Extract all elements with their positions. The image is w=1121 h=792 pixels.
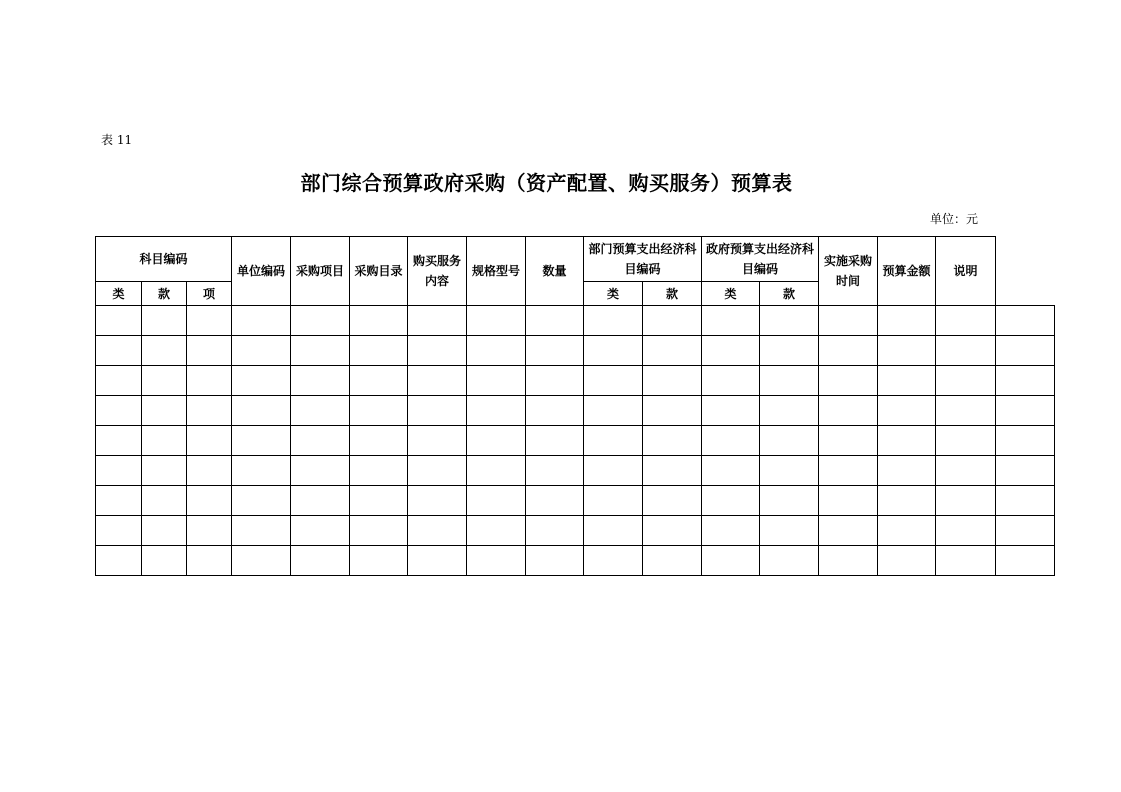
table-cell[interactable] xyxy=(878,426,936,456)
table-cell[interactable] xyxy=(142,456,187,486)
table-cell[interactable] xyxy=(96,336,142,366)
header-dept-lei: 类 xyxy=(584,282,643,306)
table-cell[interactable] xyxy=(819,366,878,396)
table-cell[interactable] xyxy=(291,516,350,546)
table-cell[interactable] xyxy=(819,306,878,336)
table-cell[interactable] xyxy=(819,516,878,546)
table-cell[interactable] xyxy=(232,486,291,516)
table-cell[interactable] xyxy=(526,336,584,366)
table-cell[interactable] xyxy=(187,456,232,486)
table-cell[interactable] xyxy=(142,366,187,396)
table-cell[interactable] xyxy=(702,306,760,336)
table-cell[interactable] xyxy=(996,396,1055,426)
table-cell[interactable] xyxy=(996,306,1055,336)
table-row xyxy=(96,366,1055,396)
table-cell[interactable] xyxy=(467,306,526,336)
header-subject-code: 科目编码 xyxy=(96,237,232,282)
table-cell[interactable] xyxy=(467,426,526,456)
table-row xyxy=(96,546,1055,576)
table-cell[interactable] xyxy=(291,486,350,516)
table-cell[interactable] xyxy=(526,546,584,576)
table-cell[interactable] xyxy=(819,486,878,516)
table-cell[interactable] xyxy=(643,486,702,516)
table-cell[interactable] xyxy=(187,396,232,426)
table-cell[interactable] xyxy=(467,396,526,426)
table-cell[interactable] xyxy=(187,306,232,336)
unit-label: 单位：元 xyxy=(930,212,979,226)
table-cell[interactable] xyxy=(408,306,467,336)
table-cell[interactable] xyxy=(232,366,291,396)
table-cell[interactable] xyxy=(702,366,760,396)
table-cell[interactable] xyxy=(760,516,819,546)
header-quantity: 数量 xyxy=(526,237,584,306)
table-cell[interactable] xyxy=(526,486,584,516)
table-cell[interactable] xyxy=(878,516,936,546)
table-row xyxy=(96,486,1055,516)
table-cell[interactable] xyxy=(291,426,350,456)
table-cell[interactable] xyxy=(584,486,643,516)
table-cell[interactable] xyxy=(350,426,408,456)
table-cell[interactable] xyxy=(584,306,643,336)
table-cell[interactable] xyxy=(702,546,760,576)
table-cell[interactable] xyxy=(936,426,996,456)
table-cell[interactable] xyxy=(142,306,187,336)
table-cell[interactable] xyxy=(819,336,878,366)
table-cell[interactable] xyxy=(996,486,1055,516)
table-cell[interactable] xyxy=(142,486,187,516)
table-cell[interactable] xyxy=(878,396,936,426)
table-cell[interactable] xyxy=(232,306,291,336)
table-cell[interactable] xyxy=(291,306,350,336)
header-note: 说明 xyxy=(936,237,996,306)
table-cell[interactable] xyxy=(232,456,291,486)
table-cell[interactable] xyxy=(467,546,526,576)
table-cell[interactable] xyxy=(350,546,408,576)
header-gov-lei: 类 xyxy=(702,282,760,306)
table-cell[interactable] xyxy=(760,426,819,456)
table-cell[interactable] xyxy=(584,366,643,396)
table-cell[interactable] xyxy=(187,366,232,396)
table-cell[interactable] xyxy=(996,516,1055,546)
table-cell[interactable] xyxy=(526,516,584,546)
table-cell[interactable] xyxy=(187,516,232,546)
table-cell[interactable] xyxy=(702,486,760,516)
table-cell[interactable] xyxy=(878,546,936,576)
table-cell[interactable] xyxy=(643,306,702,336)
table-cell[interactable] xyxy=(408,546,467,576)
table-cell[interactable] xyxy=(96,546,142,576)
table-row xyxy=(96,396,1055,426)
procurement-budget-table xyxy=(95,236,1055,576)
table-cell[interactable] xyxy=(760,546,819,576)
table-cell[interactable] xyxy=(936,336,996,366)
table-cell[interactable] xyxy=(526,366,584,396)
table-cell[interactable] xyxy=(408,396,467,426)
table-cell[interactable] xyxy=(996,366,1055,396)
table-cell[interactable] xyxy=(526,456,584,486)
table-cell[interactable] xyxy=(760,456,819,486)
table-cell[interactable] xyxy=(643,426,702,456)
table-cell[interactable] xyxy=(142,336,187,366)
table-cell[interactable] xyxy=(467,456,526,486)
table-cell[interactable] xyxy=(702,426,760,456)
header-kuan: 款 xyxy=(142,282,187,306)
header-unit-code: 单位编码 xyxy=(232,237,291,306)
table-cell[interactable] xyxy=(878,306,936,336)
table-cell[interactable] xyxy=(96,396,142,426)
table-cell[interactable] xyxy=(187,486,232,516)
table-cell[interactable] xyxy=(526,426,584,456)
header-dept-econ-code: 部门预算支出经济科目编码 xyxy=(584,237,702,282)
table-cell[interactable] xyxy=(819,396,878,426)
table-cell[interactable] xyxy=(996,456,1055,486)
table-cell[interactable] xyxy=(936,456,996,486)
header-lei: 类 xyxy=(96,282,142,306)
table-cell[interactable] xyxy=(232,336,291,366)
table-cell[interactable] xyxy=(232,396,291,426)
table-cell[interactable] xyxy=(760,336,819,366)
table-cell[interactable] xyxy=(408,516,467,546)
table-cell[interactable] xyxy=(467,486,526,516)
table-cell[interactable] xyxy=(350,336,408,366)
table-cell[interactable] xyxy=(232,546,291,576)
table-cell[interactable] xyxy=(408,336,467,366)
table-body xyxy=(96,306,1055,576)
table-cell[interactable] xyxy=(291,456,350,486)
table-cell[interactable] xyxy=(936,516,996,546)
table-cell[interactable] xyxy=(142,396,187,426)
table-number: 表 11 xyxy=(101,133,133,147)
table-cell[interactable] xyxy=(291,546,350,576)
table-cell[interactable] xyxy=(350,486,408,516)
table-cell[interactable] xyxy=(584,336,643,366)
header-procurement-item: 采购项目 xyxy=(291,237,350,306)
table-cell[interactable] xyxy=(142,426,187,456)
table-cell[interactable] xyxy=(878,486,936,516)
table-cell[interactable] xyxy=(996,336,1055,366)
table-cell[interactable] xyxy=(584,546,643,576)
table-cell[interactable] xyxy=(350,396,408,426)
table-cell[interactable] xyxy=(96,366,142,396)
table-cell[interactable] xyxy=(643,366,702,396)
table-cell[interactable] xyxy=(291,366,350,396)
table-cell[interactable] xyxy=(643,516,702,546)
table-row xyxy=(96,306,1055,336)
table-cell[interactable] xyxy=(702,516,760,546)
table-row xyxy=(96,336,1055,366)
table-cell[interactable] xyxy=(760,486,819,516)
table-cell[interactable] xyxy=(232,426,291,456)
table-cell[interactable] xyxy=(936,486,996,516)
table-cell[interactable] xyxy=(996,426,1055,456)
table-cell[interactable] xyxy=(819,426,878,456)
header-budget-amount: 预算金额 xyxy=(878,237,936,306)
table-cell[interactable] xyxy=(643,396,702,426)
table-cell[interactable] xyxy=(584,516,643,546)
table-cell[interactable] xyxy=(878,456,936,486)
table-cell[interactable] xyxy=(96,456,142,486)
table-cell[interactable] xyxy=(408,366,467,396)
table-cell[interactable] xyxy=(467,336,526,366)
table-cell[interactable] xyxy=(187,546,232,576)
table-cell[interactable] xyxy=(819,546,878,576)
table-cell[interactable] xyxy=(408,486,467,516)
table-cell[interactable] xyxy=(350,306,408,336)
header-xiang: 项 xyxy=(187,282,232,306)
table-cell[interactable] xyxy=(819,456,878,486)
table-cell[interactable] xyxy=(350,366,408,396)
table-cell[interactable] xyxy=(936,396,996,426)
table-cell[interactable] xyxy=(467,366,526,396)
table-cell[interactable] xyxy=(643,336,702,366)
header-implementation-time: 实施采购时间 xyxy=(819,237,878,306)
table-cell[interactable] xyxy=(142,516,187,546)
table-cell[interactable] xyxy=(96,426,142,456)
header-row-1 xyxy=(96,237,1055,282)
header-procurement-catalog: 采购目录 xyxy=(350,237,408,306)
table-cell[interactable] xyxy=(702,456,760,486)
header-gov-econ-code: 政府预算支出经济科目编码 xyxy=(702,237,819,282)
header-service-content: 购买服务内容 xyxy=(408,237,467,306)
table-cell[interactable] xyxy=(584,426,643,456)
table-cell[interactable] xyxy=(584,396,643,426)
table-cell[interactable] xyxy=(996,546,1055,576)
table-cell[interactable] xyxy=(291,396,350,426)
table-cell[interactable] xyxy=(760,366,819,396)
table-cell[interactable] xyxy=(878,336,936,366)
table-cell[interactable] xyxy=(526,306,584,336)
table-cell[interactable] xyxy=(702,396,760,426)
table-cell[interactable] xyxy=(291,336,350,366)
table-cell[interactable] xyxy=(526,396,584,426)
table-cell[interactable] xyxy=(142,546,187,576)
table-cell[interactable] xyxy=(702,336,760,366)
table-row xyxy=(96,516,1055,546)
table-cell[interactable] xyxy=(467,516,526,546)
table-cell[interactable] xyxy=(936,546,996,576)
table-cell[interactable] xyxy=(350,456,408,486)
header-dept-kuan: 款 xyxy=(643,282,702,306)
table-cell[interactable] xyxy=(96,306,142,336)
table-cell[interactable] xyxy=(350,516,408,546)
table-row xyxy=(96,456,1055,486)
header-spec-model: 规格型号 xyxy=(467,237,526,306)
header-gov-kuan: 款 xyxy=(760,282,819,306)
table-cell[interactable] xyxy=(96,516,142,546)
document-title: 部门综合预算政府采购（资产配置、购买服务）预算表 xyxy=(300,171,793,195)
table-cell[interactable] xyxy=(408,456,467,486)
table-cell[interactable] xyxy=(878,366,936,396)
table-cell[interactable] xyxy=(584,456,643,486)
table-cell[interactable] xyxy=(408,426,467,456)
table-cell[interactable] xyxy=(96,486,142,516)
table-cell[interactable] xyxy=(643,456,702,486)
table-cell[interactable] xyxy=(187,336,232,366)
table-row xyxy=(96,426,1055,456)
table-cell[interactable] xyxy=(643,546,702,576)
table-cell[interactable] xyxy=(232,516,291,546)
table-cell[interactable] xyxy=(936,306,996,336)
table-cell[interactable] xyxy=(760,306,819,336)
table-cell[interactable] xyxy=(936,366,996,396)
table-cell[interactable] xyxy=(760,396,819,426)
table-cell[interactable] xyxy=(187,426,232,456)
